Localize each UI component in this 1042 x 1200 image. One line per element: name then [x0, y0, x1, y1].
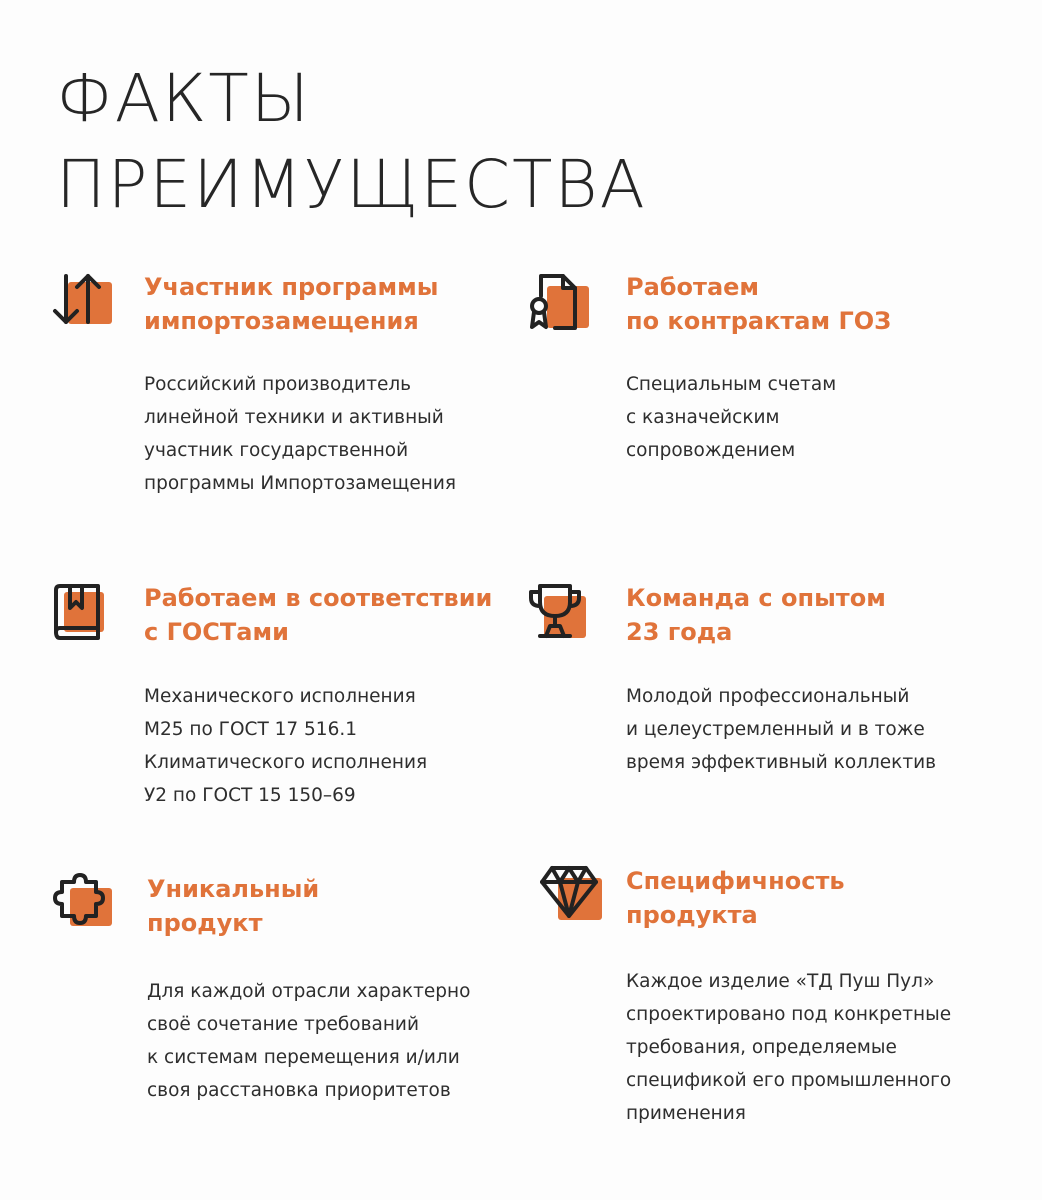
diamond-icon — [540, 864, 604, 928]
card-heading: Участник программы импортозамещения — [144, 273, 439, 335]
puzzle-icon — [52, 872, 116, 936]
title-line-1: ФАКТЫ — [56, 60, 311, 137]
certificate-document-icon — [527, 270, 591, 334]
trophy-icon — [526, 582, 590, 646]
card-description: Специальным счетам с казначейским сопровождением — [626, 374, 837, 461]
card-description: Механического исполнения М25 по ГОСТ 17 516.1 Климатического исполнения У2 по ГОСТ 15 150–69 — [144, 686, 428, 806]
card-heading: Команда с опытом 23 года — [626, 584, 886, 646]
card-description: Молодой профессиональный и целеустремленный и в тоже время эффективный коллектив — [626, 686, 937, 773]
arrows-up-down-icon — [52, 270, 116, 334]
card-heading: Работаем в соответствии с ГОСТами — [144, 584, 493, 646]
card-heading: Работаем по контрактам ГОЗ — [626, 273, 892, 335]
card-description: Для каждой отрасли характерно своё сочетание требований к системам перемещения и/или своя расстановка приоритетов — [147, 981, 471, 1101]
card-heading: Специфичность продукта — [626, 867, 845, 929]
book-icon — [50, 582, 114, 646]
card-heading: Уникальный продукт — [147, 875, 320, 937]
page-title — [56, 56, 647, 228]
card-description: Российский производитель линейной техники и активный участник государственной программы Импортозамещения — [144, 374, 456, 494]
card-description: Каждое изделие «ТД Пуш Пул» спроектировано под конкретные требования, определяемые спецификой его промышленного применения — [626, 971, 952, 1124]
title-line-2: ПРЕИМУЩЕСТВА — [56, 146, 647, 223]
